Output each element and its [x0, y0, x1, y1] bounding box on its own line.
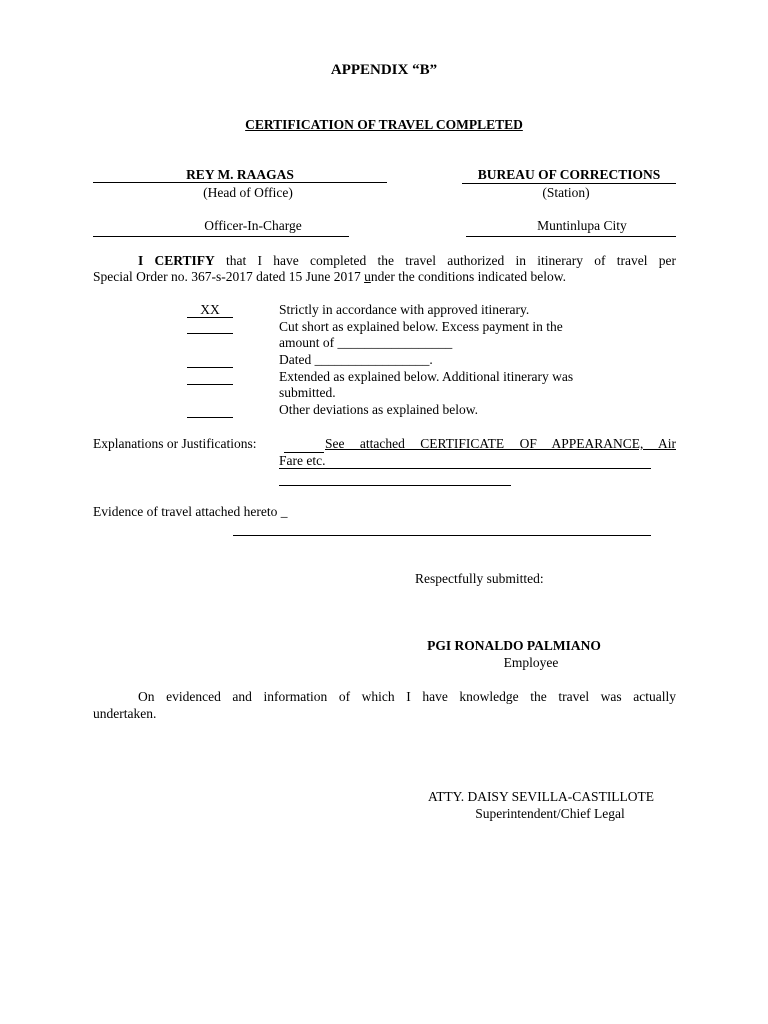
station-location: Muntinlupa City [537, 218, 627, 233]
station-line [462, 183, 676, 184]
certify-line-2-end: nder the conditions indicated below. [370, 269, 567, 284]
superintendent-name: ATTY. DAISY SEVILLA-CASTILLOTE [427, 789, 655, 804]
evidenced-line-2: undertaken. [93, 706, 157, 721]
employee-name: PGI RONALDO PALMIANO [427, 638, 601, 653]
option-text-2: Cut short as explained below. Excess payment in the [279, 319, 563, 334]
station-location-line [466, 236, 676, 237]
appendix-title: APPENDIX “B” [330, 62, 438, 78]
certify-line-1 [93, 252, 676, 269]
option-text-4-continued: submitted. [279, 385, 336, 400]
certify-lead: I CERTIFY [138, 253, 215, 268]
employee-caption: Employee [503, 655, 559, 670]
option-text-4: Extended as explained below. Additional itinerary was [279, 369, 574, 384]
option-text-3: Dated _________________. [279, 352, 433, 367]
explanations-line-2-rule [279, 468, 651, 469]
certify-line-1-text: that I have completed the travel authorized in itinerary of travel per [214, 253, 676, 268]
explanations-label: Explanations or Justifications: [93, 436, 257, 451]
option-mark-3 [187, 367, 233, 368]
evidence-label: Evidence of travel attached hereto _ [93, 504, 288, 519]
head-of-office-position-line [93, 236, 349, 237]
superintendent-caption: Superintendent/Chief Legal [475, 806, 625, 821]
option-mark-4 [187, 384, 233, 385]
option-text-2-continued: amount of _________________ [279, 335, 453, 350]
option-mark-1 [187, 302, 233, 318]
option-mark-2 [187, 333, 233, 334]
option-mark-5 [187, 417, 233, 418]
head-of-office-position: Officer-In-Charge [204, 218, 302, 233]
head-of-office-caption: (Head of Office) [203, 185, 293, 200]
station-name: BUREAU OF CORRECTIONS [477, 167, 661, 182]
station-caption: (Station) [542, 185, 590, 200]
certificate-title: CERTIFICATION OF TRAVEL COMPLETED [245, 117, 523, 132]
evidenced-line-1: On evidenced and information of which I have knowledge the travel was actually [138, 689, 676, 704]
head-of-office-name: REY M. RAAGAS [186, 167, 294, 182]
head-of-office-signature-line [93, 182, 387, 183]
explanations-line-2: Fare etc. [279, 453, 326, 468]
option-text-1: Strictly in accordance with approved itinerary. [279, 302, 530, 317]
option-mark-1-value: XX [187, 302, 233, 318]
certify-line-2-text: Special Order no. 367-s-2017 dated 15 June 2017 [93, 269, 365, 284]
explanations-line-1: See attached CERTIFICATE OF APPEARANCE, Air [325, 436, 676, 451]
option-text-5: Other deviations as explained below. [279, 402, 478, 417]
certify-line-2 [93, 269, 566, 285]
evidence-blank-line [233, 535, 651, 536]
explanations-blank-line [279, 485, 511, 486]
respectfully-submitted: Respectfully submitted: [415, 571, 544, 586]
certify-underlined-letter: u [364, 269, 371, 284]
